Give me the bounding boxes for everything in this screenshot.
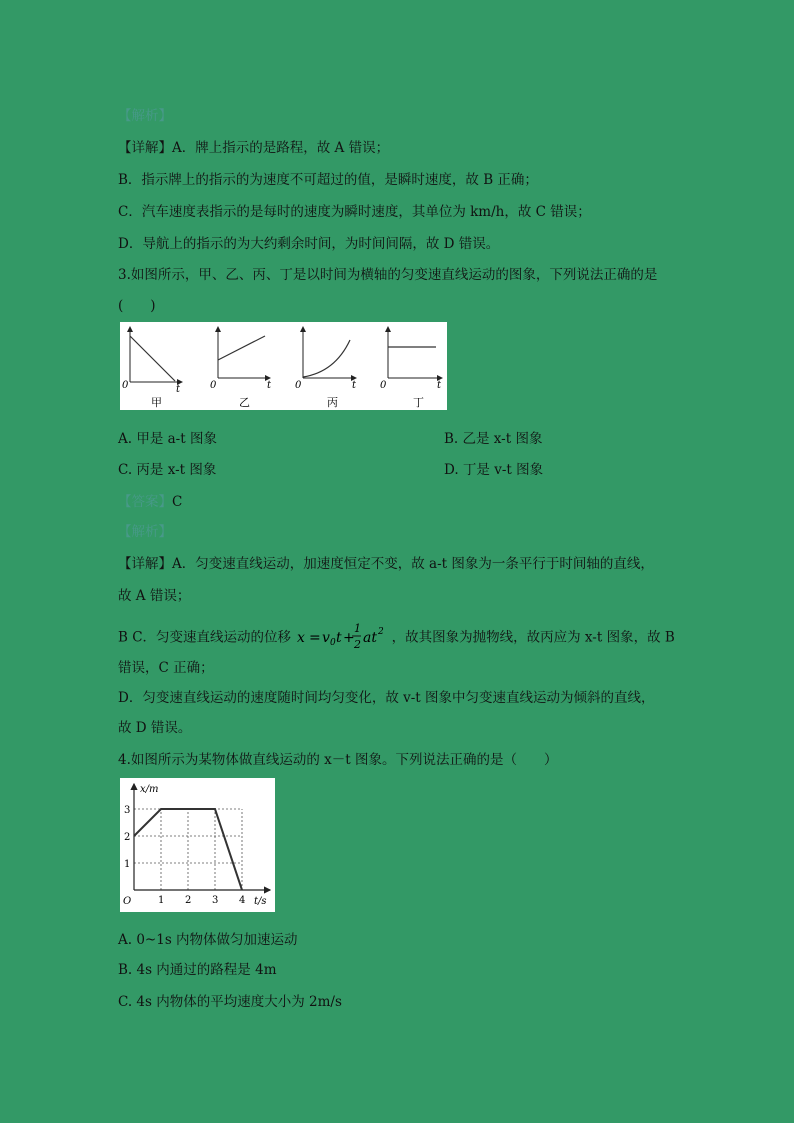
- explanation-line: D．导航上的指示的为大约剩余时间，为时间间隔，故 D 错误。: [118, 236, 500, 252]
- explanation-line: C．汽车速度表指示的是每时的速度为瞬时速度，其单位为 km/h，故 C 错误；: [118, 204, 591, 220]
- y-tick-label: 1: [124, 859, 131, 870]
- q4-xt-chart: [120, 778, 275, 912]
- explanation-line: 【详解】A．匀变速直线运动，加速度恒定不变，故 a-t 图象为一条平行于时间轴的直线，: [118, 556, 654, 572]
- svg-text:1: 1: [354, 622, 362, 635]
- origin-label: 0: [295, 380, 302, 391]
- y-tick-label: 3: [124, 805, 131, 816]
- q3-graphs-figure: [120, 322, 447, 410]
- option-c[interactable]: C. 丙是 x-t 图象: [118, 462, 217, 478]
- graph-label-yi: 乙: [239, 396, 250, 409]
- answer-tag: 【答案】: [118, 494, 172, 510]
- explanation-text: B C．匀变速直线运动的位移: [118, 629, 292, 646]
- graph-label-ding: 丁: [413, 396, 424, 409]
- x-tick-label: 4: [239, 895, 246, 906]
- t-axis-label: t: [176, 384, 181, 395]
- y-tick-label: 2: [124, 832, 131, 843]
- t-axis-label: t: [267, 380, 272, 391]
- graph-jia: [122, 327, 182, 409]
- question-3-blank: ( ): [118, 298, 156, 314]
- explanation-line: 故 A 错误；: [118, 588, 191, 604]
- answer-value: C: [172, 494, 183, 510]
- question-3-stem: 3.如图所示，甲、乙、丙、丁是以时间为横轴的匀变速直线运动的图象，下列说法正确的是: [118, 267, 658, 283]
- question-4-stem: 4.如图所示为某物体做直线运动的 x－t 图象。下列说法正确的是（ ）: [118, 752, 558, 768]
- x-axis-label: t/s: [254, 896, 267, 907]
- svg-text:+: +: [343, 630, 356, 646]
- q4-option-a[interactable]: A. 0~1s 内物体做匀加速运动: [118, 932, 298, 948]
- x-tick-label: 2: [185, 895, 192, 906]
- svg-text:2: 2: [378, 627, 385, 637]
- graph-bing: [295, 327, 357, 409]
- explanation-text: ，故其图象为抛物线，故丙应为 x-t 图象，故 B: [391, 629, 675, 646]
- answer-line: [118, 490, 182, 510]
- origin-label: O: [123, 896, 132, 907]
- explanation-line: 错误，C 正确；: [118, 660, 214, 676]
- y-axis-label: x/m: [140, 784, 159, 795]
- svg-text:=: =: [309, 630, 322, 646]
- x-tick-label: 3: [212, 895, 219, 906]
- svg-text:0: 0: [330, 638, 337, 648]
- graph-ding: [380, 327, 442, 409]
- option-b[interactable]: B. 乙是 x-t 图象: [444, 431, 543, 447]
- t-axis-label: t: [437, 380, 442, 391]
- graph-label-jia: 甲: [151, 396, 162, 409]
- displacement-formula: [295, 620, 387, 656]
- svg-text:v: v: [322, 630, 331, 646]
- explanation-line: D．匀变速直线运动的速度随时间均匀变化，故 v-t 图象中匀变速直线运动为倾斜的直线，: [118, 690, 655, 706]
- svg-text:t: t: [336, 630, 342, 646]
- x-tick-label: 1: [158, 895, 165, 906]
- origin-label: 0: [210, 380, 217, 391]
- explanation-line: 故 D 错误。: [118, 720, 192, 736]
- t-axis-label: t: [352, 380, 357, 391]
- origin-label: 0: [380, 380, 387, 391]
- option-d[interactable]: D. 丁是 v-t 图象: [444, 462, 544, 478]
- explanation-line-formula: [118, 620, 675, 656]
- q4-option-b[interactable]: B. 4s 内通过的路程是 4m: [118, 962, 277, 978]
- svg-text:x: x: [297, 630, 306, 646]
- svg-text:at: at: [363, 630, 378, 646]
- explanation-line: 【详解】A．牌上指示的是路程，故 A 错误；: [118, 140, 390, 156]
- explanation-line: B．指示牌上的指示的为速度不可超过的值，是瞬时速度，故 B 正确；: [118, 172, 538, 188]
- svg-text:2: 2: [354, 638, 362, 651]
- graph-yi: [210, 327, 272, 409]
- option-a[interactable]: A. 甲是 a-t 图象: [118, 431, 217, 447]
- analysis-tag: 【解析】: [118, 108, 172, 124]
- origin-label: 0: [122, 380, 129, 391]
- q4-option-c[interactable]: C. 4s 内物体的平均速度大小为 2m/s: [118, 994, 342, 1010]
- analysis-tag: 【解析】: [118, 524, 172, 540]
- graph-label-bing: 丙: [327, 396, 338, 409]
